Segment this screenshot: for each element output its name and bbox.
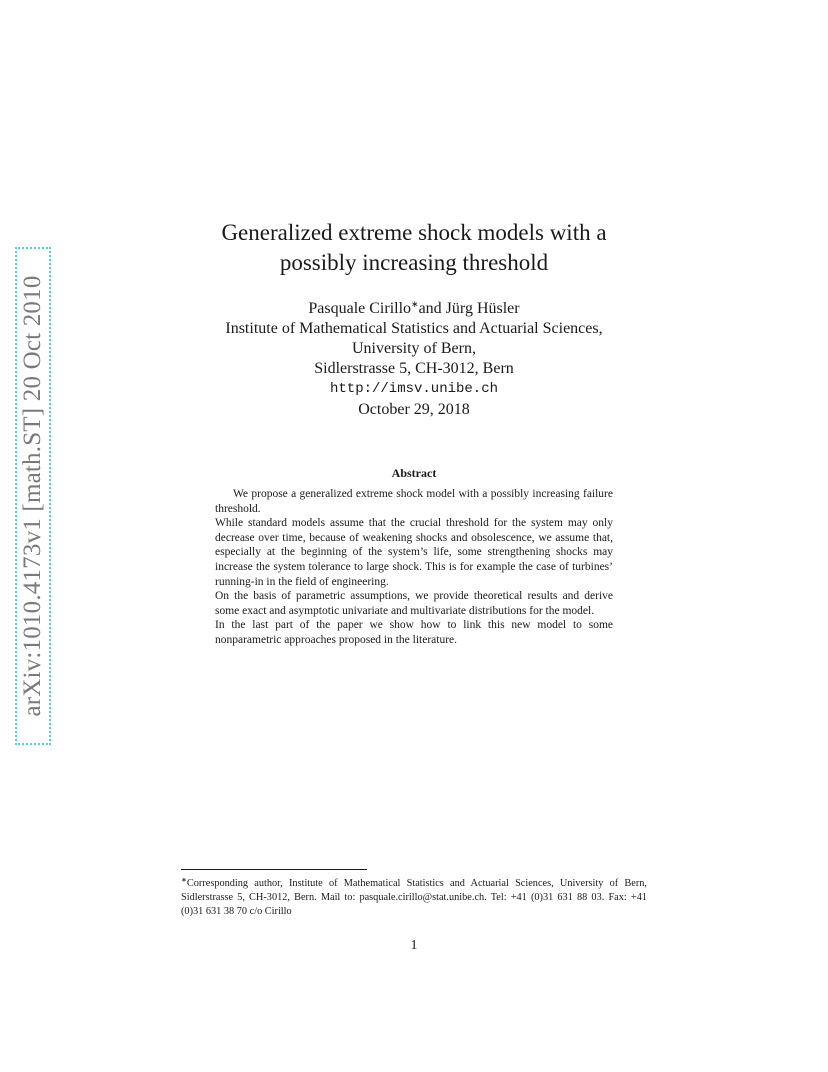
affiliation-university: University of Bern, xyxy=(352,340,476,357)
abstract-body xyxy=(215,487,613,648)
arxiv-stamp xyxy=(15,247,51,745)
arxiv-identifier[interactable]: arXiv:1010.4173v1 [math.ST] 20 Oct 2010 xyxy=(19,275,46,717)
author-name-cirillo: Pasquale Cirillo xyxy=(308,300,412,317)
abstract-paragraph: In the last part of the paper we show how to link this new model to some nonparametric approaches proposed in the literature. xyxy=(215,619,613,646)
title-line-1: Generalized extreme shock models with a xyxy=(221,220,607,245)
abstract-heading: Abstract xyxy=(391,466,437,480)
page-number: 1 xyxy=(410,938,418,953)
abstract-paragraph: On the basis of parametric assumptions, we provide theoretical results and derive some exact and asymptotic univariate and multivariate distributions for the model. xyxy=(215,590,613,617)
paper-title xyxy=(164,218,664,278)
author-name-husler: and Jürg Hüsler xyxy=(418,300,520,317)
abstract-paragraph: While standard models assume that the crucial threshold for the system may only decrease over time, because of weakening shocks and obsolescence, we assume that, especially at the beginning of the system’s life, some strengthening shocks may increase the system tolerance to large shock. This is for example the case of turbines’ running-in in the field of engineering. xyxy=(215,517,613,588)
author-names xyxy=(164,294,664,319)
paper-date: October 29, 2018 xyxy=(358,401,470,418)
affiliation-address: Sidlerstrasse 5, CH-3012, Bern xyxy=(314,360,514,377)
footnote-mark: ∗ xyxy=(181,876,187,884)
affiliation-url-link[interactable]: http://imsv.unibe.ch xyxy=(329,381,499,397)
footnote xyxy=(181,873,647,919)
affiliation-institute: Institute of Mathematical Statistics and Actuarial Sciences, xyxy=(225,320,603,337)
footnote-mark[interactable]: ∗ xyxy=(411,299,419,309)
abstract-paragraph: We propose a generalized extreme shock model with a possibly increasing failure threshold. xyxy=(215,488,613,515)
title-line-2: possibly increasing threshold xyxy=(279,250,549,275)
author-block xyxy=(164,294,664,399)
footnote-divider xyxy=(181,869,367,870)
footnote-text: Corresponding author, Institute of Mathematical Statistics and Actuarial Sciences, University of Bern, Sidlerstrasse 5, CH-3012, Bern. Mail to: pasquale.cirillo@stat.unibe.ch. Tel: +41 (0)31 631 88 03. Fax: +41 (0)31 631 38 70 c/o Cirillo xyxy=(181,878,647,917)
